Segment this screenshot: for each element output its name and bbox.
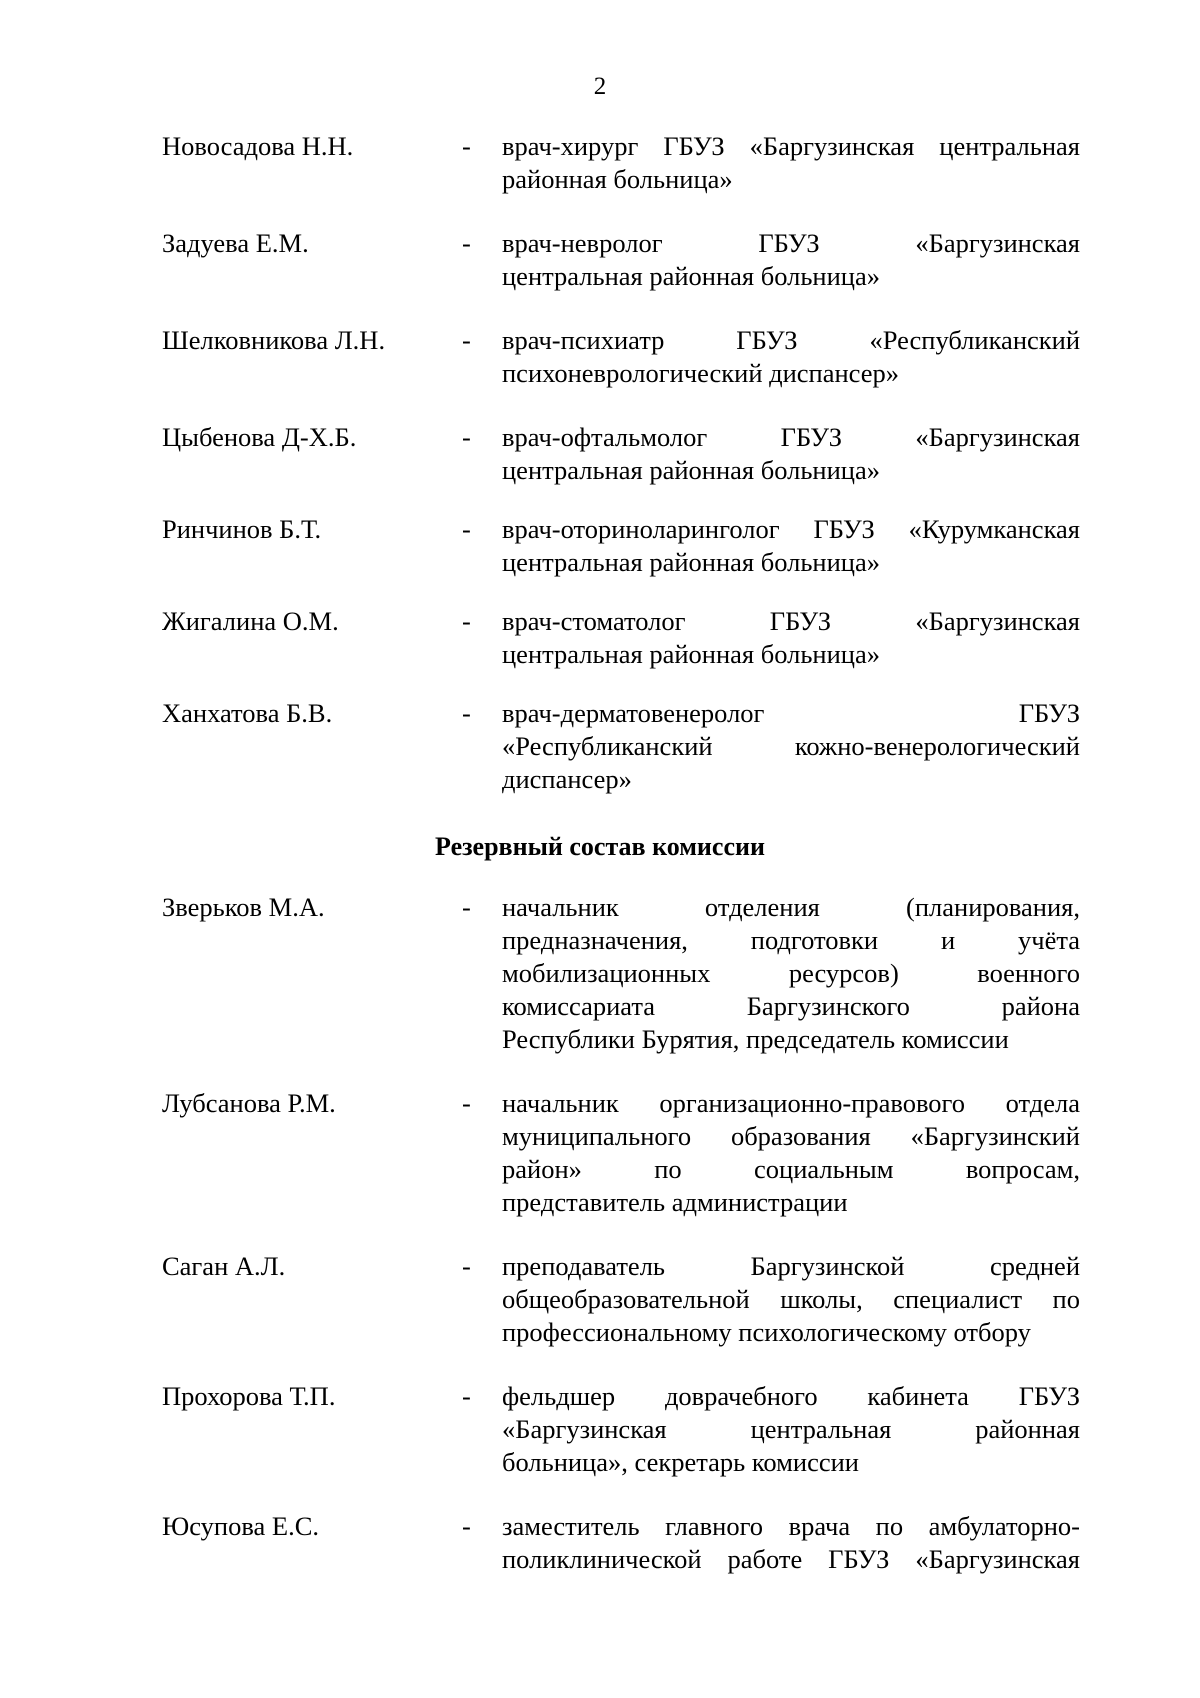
role-line: больница», секретарь комиссии <box>502 1447 859 1477</box>
member-name: Цыбенова Д-Х.Б. <box>162 422 357 452</box>
role-line: поликлинической работе ГБУЗ «Баргузинская <box>502 1544 1080 1574</box>
member-dash: - <box>462 422 471 452</box>
role-line: центральная районная больница» <box>502 547 880 577</box>
role-line: начальник отделения (планирования, <box>502 892 1080 922</box>
member-dash: - <box>462 514 471 544</box>
role-line: центральная районная больница» <box>502 639 880 669</box>
member-name: Лубсанова Р.М. <box>162 1088 336 1118</box>
member-dash: - <box>462 606 471 636</box>
member-name: Зверьков М.А. <box>162 892 325 922</box>
role-line: комиссариата Баргузинского района <box>502 991 1080 1021</box>
member-role <box>502 697 1080 796</box>
member-name: Юсупова Е.С. <box>162 1511 319 1541</box>
role-line: фельдшер доврачебного кабинета ГБУЗ <box>502 1381 1080 1411</box>
role-line: «Баргузинская центральная районная <box>502 1414 1080 1444</box>
member-name: Задуева Е.М. <box>162 228 309 258</box>
role-line: психоневрологический диспансер» <box>502 358 900 388</box>
member-dash: - <box>462 698 471 728</box>
member-role <box>502 1087 1080 1219</box>
member-name: Ринчинов Б.Т. <box>162 514 322 544</box>
role-line: профессиональному психологическому отбору <box>502 1317 1031 1347</box>
member-role <box>502 1250 1080 1349</box>
member-role <box>502 605 1080 671</box>
role-line: врач-дерматовенеролог ГБУЗ <box>502 698 1080 728</box>
member-name: Саган А.Л. <box>162 1251 286 1281</box>
page-number: 2 <box>593 73 607 100</box>
member-name: Новосадова Н.Н. <box>162 131 354 161</box>
role-line: Республики Бурятия, председатель комиссии <box>502 1024 1009 1054</box>
member-role <box>502 324 1080 390</box>
member-role <box>502 891 1080 1056</box>
role-line: общеобразовательной школы, специалист по <box>502 1284 1080 1314</box>
member-dash: - <box>462 131 471 161</box>
member-dash: - <box>462 1251 471 1281</box>
role-line: врач-невролог ГБУЗ «Баргузинская <box>502 228 1080 258</box>
member-role <box>502 1510 1080 1576</box>
role-line: врач-психиатр ГБУЗ «Республиканский <box>502 325 1080 355</box>
member-dash: - <box>462 1088 471 1118</box>
role-line: «Республиканский кожно-венерологический <box>502 731 1080 761</box>
member-dash: - <box>462 228 471 258</box>
member-role <box>502 227 1080 293</box>
role-line: диспансер» <box>502 764 632 794</box>
role-line: представитель администрации <box>502 1187 848 1217</box>
member-dash: - <box>462 1511 471 1541</box>
role-line: районная больница» <box>502 164 733 194</box>
member-role <box>502 130 1080 196</box>
role-line: район» по социальным вопросам, <box>502 1154 1080 1184</box>
role-line: преподаватель Баргузинской средней <box>502 1251 1080 1281</box>
role-line: начальник организационно-правового отдела <box>502 1088 1080 1118</box>
member-dash: - <box>462 325 471 355</box>
role-line: мобилизационных ресурсов) военного <box>502 958 1080 988</box>
member-role <box>502 513 1080 579</box>
member-role <box>502 1380 1080 1479</box>
member-name: Ханхатова Б.В. <box>162 698 333 728</box>
member-name: Прохорова Т.П. <box>162 1381 336 1411</box>
role-line: центральная районная больница» <box>502 261 880 291</box>
member-dash: - <box>462 1381 471 1411</box>
role-line: врач-офтальмолог ГБУЗ «Баргузинская <box>502 422 1080 452</box>
role-line: врач-хирург ГБУЗ «Баргузинская центральная <box>502 131 1080 161</box>
role-line: врач-оториноларинголог ГБУЗ «Курумканская <box>502 514 1080 544</box>
role-line: предназначения, подготовки и учёта <box>502 925 1080 955</box>
role-line: врач-стоматолог ГБУЗ «Баргузинская <box>502 606 1080 636</box>
role-line: центральная районная больница» <box>502 455 880 485</box>
member-role <box>502 421 1080 487</box>
role-line: муниципального образования «Баргузинский <box>502 1121 1080 1151</box>
role-line: заместитель главного врача по амбулаторно- <box>502 1511 1080 1541</box>
member-name: Шелковникова Л.Н. <box>162 325 386 355</box>
member-dash: - <box>462 892 471 922</box>
reserve-section-heading: Резервный состав комиссии <box>435 832 765 861</box>
member-name: Жигалина О.М. <box>162 606 339 636</box>
